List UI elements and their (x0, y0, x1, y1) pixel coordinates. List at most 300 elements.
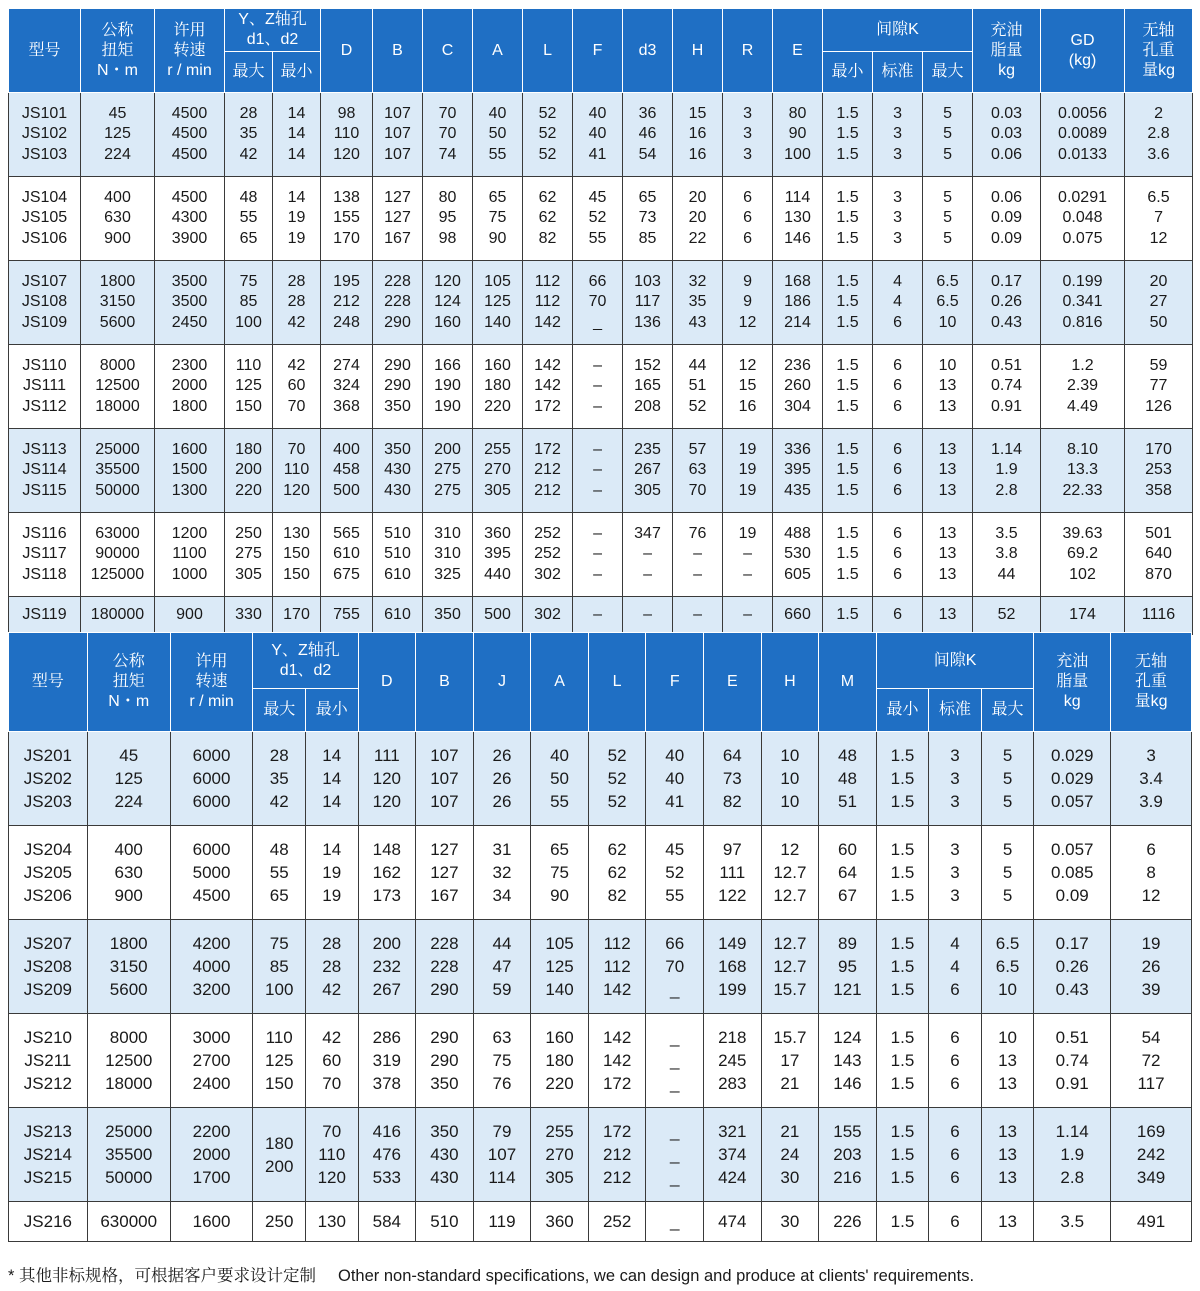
value-cell: 48 48 51 (819, 732, 877, 826)
value-cell: 0.199 0.341 0.816 (1041, 261, 1125, 345)
model-cell: JS113 JS114 JS115 (9, 429, 81, 513)
header-col-F: F (646, 633, 704, 732)
value-cell: 36 46 54 (623, 93, 673, 177)
model-cell: JS213 JS214 JS215 (9, 1108, 88, 1202)
value-cell: 255 270 305 (531, 1108, 589, 1202)
value-cell: 127 127 167 (416, 826, 474, 920)
value-cell: 149 168 199 (704, 920, 762, 1014)
value-cell: 1.5 (823, 597, 873, 635)
value-cell: _ _ _ (646, 1014, 704, 1108)
value-cell: 252 252 302 (523, 513, 573, 597)
header-gd: GD (kg) (1041, 9, 1125, 93)
value-cell: 6.5 6.5 10 (923, 261, 973, 345)
value-cell: 112 112 142 (523, 261, 573, 345)
header-col-A: A (531, 633, 589, 732)
value-cell: 174 (1041, 597, 1125, 635)
value-cell: – (623, 597, 673, 635)
value-cell: 1.14 1.9 2.8 (973, 429, 1041, 513)
header-weight: 无轴 孔重 量kg (1125, 9, 1193, 93)
header-col-J: J (473, 633, 531, 732)
value-cell: 119 (473, 1202, 531, 1242)
header-col-L: L (523, 9, 573, 93)
header-bore: Y、Z轴孔 d1、d2 (225, 9, 321, 52)
value-cell: 40 40 41 (573, 93, 623, 177)
value-cell: 14 19 19 (305, 826, 358, 920)
value-cell: 491 (1111, 1202, 1192, 1242)
value-cell: 70 70 74 (423, 93, 473, 177)
value-cell: 172 212 212 (588, 1108, 646, 1202)
header-model: 型号 (9, 9, 81, 93)
value-cell: 4200 4000 3200 (170, 920, 253, 1014)
value-cell: – (573, 597, 623, 635)
value-cell: – – – (573, 429, 623, 513)
value-cell: 28 35 42 (253, 732, 306, 826)
value-cell: 252 (588, 1202, 646, 1242)
value-cell: 26 26 26 (473, 732, 531, 826)
value-cell: 13 13 13 (923, 513, 973, 597)
value-cell: 66 70 _ (573, 261, 623, 345)
value-cell: 59 77 126 (1125, 345, 1193, 429)
value-cell: 5 5 5 (981, 826, 1034, 920)
value-cell: 103 117 136 (623, 261, 673, 345)
header-col-D: D (321, 9, 373, 93)
value-cell: 98 110 120 (321, 93, 373, 177)
value-cell: 6 6 6 (873, 429, 923, 513)
value-cell: 6 6 6 (873, 345, 923, 429)
value-cell: 8000 12500 18000 (87, 1014, 170, 1108)
header-col-H: H (761, 633, 819, 732)
value-cell: 565 610 675 (321, 513, 373, 597)
value-cell: 286 319 378 (358, 1014, 416, 1108)
value-cell: 19 19 19 (723, 429, 773, 513)
value-cell: 114 130 146 (773, 177, 823, 261)
header-bore: Y、Z轴孔 d1、d2 (253, 633, 358, 689)
value-cell: 6000 6000 6000 (170, 732, 253, 826)
value-cell: 148 162 173 (358, 826, 416, 920)
value-cell: 42 60 70 (273, 345, 321, 429)
header-gap-min: 最小 (876, 689, 929, 732)
value-cell: 40 40 41 (646, 732, 704, 826)
header-bore-max: 最大 (253, 689, 306, 732)
header-gap-std: 标准 (873, 52, 923, 93)
value-cell: 15.7 17 21 (761, 1014, 819, 1108)
header-col-R: R (723, 9, 773, 93)
value-cell: 255 270 305 (473, 429, 523, 513)
value-cell: 0.06 0.09 0.09 (973, 177, 1041, 261)
header-speed: 许用 转速 r / min (170, 633, 253, 732)
header-weight: 无轴 孔重 量kg (1111, 633, 1192, 732)
value-cell: 3500 3500 2450 (155, 261, 225, 345)
value-cell: 30 (761, 1202, 819, 1242)
value-cell: 5 5 5 (923, 93, 973, 177)
value-cell: 3 3 3 (929, 826, 982, 920)
table-body (9, 732, 1192, 1242)
value-cell: 25000 35500 50000 (87, 1108, 170, 1202)
value-cell: 10 13 13 (923, 345, 973, 429)
table-row (9, 826, 1192, 920)
header-bore-min: 最小 (305, 689, 358, 732)
value-cell: 2300 2000 1800 (155, 345, 225, 429)
value-cell: 0.0056 0.0089 0.0133 (1041, 93, 1125, 177)
value-cell: 1600 (170, 1202, 253, 1242)
table-row (9, 597, 1193, 635)
value-cell: 0.17 0.26 0.43 (973, 261, 1041, 345)
value-cell: 416 476 533 (358, 1108, 416, 1202)
value-cell: 110 125 150 (225, 345, 273, 429)
value-cell: 6 (873, 597, 923, 635)
value-cell: 180 200 220 (225, 429, 273, 513)
value-cell: 155 203 216 (819, 1108, 877, 1202)
value-cell: 610 (373, 597, 423, 635)
value-cell: 6 (929, 1202, 982, 1242)
value-cell: 1116 (1125, 597, 1193, 635)
value-cell: 127 127 167 (373, 177, 423, 261)
value-cell: 28 28 42 (305, 920, 358, 1014)
value-cell: 48 55 65 (253, 826, 306, 920)
value-cell: 488 530 605 (773, 513, 823, 597)
value-cell: 3 3 3 (723, 93, 773, 177)
value-cell: 1600 1500 1300 (155, 429, 225, 513)
value-cell: 10 13 13 (981, 1014, 1034, 1108)
model-cell: JS116 JS117 JS118 (9, 513, 81, 597)
value-cell: 6 6 6 (929, 1014, 982, 1108)
value-cell: 44 51 52 (673, 345, 723, 429)
header-gap-std: 标准 (929, 689, 982, 732)
value-cell: 75 85 100 (225, 261, 273, 345)
value-cell: – (673, 597, 723, 635)
value-cell: 4 4 6 (929, 920, 982, 1014)
value-cell: 1.5 1.5 1.5 (823, 93, 873, 177)
value-cell: 20 20 22 (673, 177, 723, 261)
value-cell: 40 50 55 (473, 93, 523, 177)
value-cell: 28 28 42 (273, 261, 321, 345)
value-cell: 120 124 160 (423, 261, 473, 345)
value-cell: 180 200 (253, 1108, 306, 1202)
value-cell: 290 290 350 (373, 345, 423, 429)
value-cell: _ _ _ (646, 1108, 704, 1202)
value-cell: 52 52 52 (523, 93, 573, 177)
value-cell: 290 290 350 (416, 1014, 474, 1108)
value-cell: 2200 2000 1700 (170, 1108, 253, 1202)
value-cell: 107 107 107 (416, 732, 474, 826)
value-cell: 0.51 0.74 0.91 (1034, 1014, 1111, 1108)
value-cell: 400 458 500 (321, 429, 373, 513)
value-cell: 3000 2700 2400 (170, 1014, 253, 1108)
value-cell: 0.0291 0.048 0.075 (1041, 177, 1125, 261)
value-cell: 0.029 0.029 0.057 (1034, 732, 1111, 826)
value-cell: 14 14 14 (305, 732, 358, 826)
value-cell: 6.5 6.5 10 (981, 920, 1034, 1014)
value-cell: 302 (523, 597, 573, 635)
model-cell: JS201 JS202 JS203 (9, 732, 88, 826)
value-cell: 250 (253, 1202, 306, 1242)
value-cell: 180000 (81, 597, 155, 635)
value-cell: 200 232 267 (358, 920, 416, 1014)
value-cell: 1.5 1.5 1.5 (876, 1108, 929, 1202)
value-cell: 169 242 349 (1111, 1108, 1192, 1202)
value-cell: 65 75 90 (531, 826, 589, 920)
table-row (9, 1014, 1192, 1108)
value-cell: 160 180 220 (473, 345, 523, 429)
value-cell: 138 155 170 (321, 177, 373, 261)
value-cell: 310 310 325 (423, 513, 473, 597)
coupling-spec-table-js200 (8, 632, 1192, 1242)
value-cell: 1.14 1.9 2.8 (1034, 1108, 1111, 1202)
model-cell: JS107 JS108 JS109 (9, 261, 81, 345)
value-cell: 45 52 55 (573, 177, 623, 261)
header-gap-max: 最大 (981, 689, 1034, 732)
table-row (9, 429, 1193, 513)
value-cell: 44 47 59 (473, 920, 531, 1014)
table-row (9, 93, 1193, 177)
value-cell: 80 90 100 (773, 93, 823, 177)
value-cell: 350 430 430 (416, 1108, 474, 1202)
value-cell: 170 253 358 (1125, 429, 1193, 513)
model-cell: JS216 (9, 1202, 88, 1242)
footnote-en: Other non-standard specifications, we can design and produce at clients' requirements. (338, 1267, 975, 1285)
value-cell: 124 143 146 (819, 1014, 877, 1108)
value-cell: 5 5 5 (981, 732, 1034, 826)
value-cell: 474 (704, 1202, 762, 1242)
value-cell: 500 (473, 597, 523, 635)
header-gap-min: 最小 (823, 52, 873, 93)
header-col-d3: d3 (623, 9, 673, 93)
value-cell: 54 72 117 (1111, 1014, 1192, 1108)
value-cell: – (723, 597, 773, 635)
value-cell: 1.5 (876, 1202, 929, 1242)
value-cell: 107 107 107 (373, 93, 423, 177)
header-gap-max: 最大 (923, 52, 973, 93)
model-cell: JS101 JS102 JS103 (9, 93, 81, 177)
value-cell: 111 120 120 (358, 732, 416, 826)
value-cell: 14 14 14 (273, 93, 321, 177)
value-cell: 1.5 1.5 1.5 (876, 732, 929, 826)
value-cell: 250 275 305 (225, 513, 273, 597)
value-cell: 3.5 (1034, 1202, 1111, 1242)
value-cell: 32 35 43 (673, 261, 723, 345)
value-cell: 172 212 212 (523, 429, 573, 513)
value-cell: 45 125 224 (81, 93, 155, 177)
value-cell: 4500 4500 4500 (155, 93, 225, 177)
value-cell: 1800 3150 5600 (81, 261, 155, 345)
footnote (8, 1262, 974, 1286)
value-cell: 13 13 13 (923, 429, 973, 513)
value-cell: 21 24 30 (761, 1108, 819, 1202)
value-cell: 330 (225, 597, 273, 635)
header-bore-max: 最大 (225, 52, 273, 93)
value-cell: 1.5 1.5 1.5 (876, 920, 929, 1014)
value-cell: 25000 35500 50000 (81, 429, 155, 513)
value-cell: 1.5 1.5 1.5 (823, 345, 873, 429)
value-cell: 39.63 69.2 102 (1041, 513, 1125, 597)
header-col-D: D (358, 633, 416, 732)
header-gap: 间隙K (876, 633, 1034, 689)
value-cell: 64 73 82 (704, 732, 762, 826)
value-cell: 13 13 13 (981, 1108, 1034, 1202)
value-cell: 105 125 140 (531, 920, 589, 1014)
header-torque: 公称 扭矩 N・m (81, 9, 155, 93)
value-cell: 274 324 368 (321, 345, 373, 429)
value-cell: 13 (923, 597, 973, 635)
value-cell: 200 275 275 (423, 429, 473, 513)
value-cell: 63 75 76 (473, 1014, 531, 1108)
value-cell: 9 9 12 (723, 261, 773, 345)
value-cell: 70 110 120 (273, 429, 321, 513)
value-cell: 0.51 0.74 0.91 (973, 345, 1041, 429)
header-col-B: B (416, 633, 474, 732)
value-cell: 228 228 290 (416, 920, 474, 1014)
model-cell: JS104 JS105 JS106 (9, 177, 81, 261)
value-cell: 168 186 214 (773, 261, 823, 345)
value-cell: 1.5 1.5 1.5 (876, 826, 929, 920)
value-cell: 12 12.7 12.7 (761, 826, 819, 920)
value-cell: 79 107 114 (473, 1108, 531, 1202)
table-row (9, 732, 1192, 826)
value-cell: 226 (819, 1202, 877, 1242)
value-cell: 8000 12500 18000 (81, 345, 155, 429)
value-cell: 8.10 13.3 22.33 (1041, 429, 1125, 513)
value-cell: 350 (423, 597, 473, 635)
header-col-H: H (673, 9, 723, 93)
value-cell: 6.5 7 12 (1125, 177, 1193, 261)
table-row (9, 920, 1192, 1014)
value-cell: 360 395 440 (473, 513, 523, 597)
value-cell: 1.5 1.5 1.5 (823, 429, 873, 513)
value-cell: 130 150 150 (273, 513, 321, 597)
value-cell: 347 – – (623, 513, 673, 597)
value-cell: 0.03 0.03 0.06 (973, 93, 1041, 177)
value-cell: 4 4 6 (873, 261, 923, 345)
table-row (9, 261, 1193, 345)
header-bore-min: 最小 (273, 52, 321, 93)
value-cell: 65 73 85 (623, 177, 673, 261)
model-cell: JS110 JS111 JS112 (9, 345, 81, 429)
value-cell: 5 5 5 (923, 177, 973, 261)
coupling-spec-table-js100 (8, 8, 1193, 635)
value-cell: 218 245 283 (704, 1014, 762, 1108)
value-cell: 66 70 _ (646, 920, 704, 1014)
header-col-M: M (819, 633, 877, 732)
value-cell: 31 32 34 (473, 826, 531, 920)
value-cell: 3 3 3 (873, 177, 923, 261)
header-col-A: A (473, 9, 523, 93)
value-cell: 152 165 208 (623, 345, 673, 429)
value-cell: 510 510 610 (373, 513, 423, 597)
value-cell: 900 (155, 597, 225, 635)
header-col-F: F (573, 9, 623, 93)
header-torque: 公称 扭矩 N・m (87, 633, 170, 732)
value-cell: 62 62 82 (523, 177, 573, 261)
header-oil: 充油 脂量 kg (1034, 633, 1111, 732)
value-cell: 510 (416, 1202, 474, 1242)
value-cell: – – – (573, 513, 623, 597)
value-cell: _ (646, 1202, 704, 1242)
value-cell: 3 3 3 (929, 732, 982, 826)
table-row (9, 177, 1193, 261)
value-cell: 336 395 435 (773, 429, 823, 513)
model-cell: JS119 (9, 597, 81, 635)
table-row (9, 1202, 1192, 1242)
value-cell: 52 52 52 (588, 732, 646, 826)
value-cell: 60 64 67 (819, 826, 877, 920)
value-cell: 20 27 50 (1125, 261, 1193, 345)
value-cell: 45 52 55 (646, 826, 704, 920)
value-cell: 1.5 1.5 1.5 (823, 513, 873, 597)
value-cell: 160 180 220 (531, 1014, 589, 1108)
value-cell: 6 6 6 (873, 513, 923, 597)
value-cell: 142 142 172 (588, 1014, 646, 1108)
value-cell: 105 125 140 (473, 261, 523, 345)
value-cell: 12.7 12.7 15.7 (761, 920, 819, 1014)
value-cell: 28 35 42 (225, 93, 273, 177)
header-oil: 充油 脂量 kg (973, 9, 1041, 93)
value-cell: 40 50 55 (531, 732, 589, 826)
value-cell: 630000 (87, 1202, 170, 1242)
value-cell: 10 10 10 (761, 732, 819, 826)
value-cell: 19 – – (723, 513, 773, 597)
value-cell: 89 95 121 (819, 920, 877, 1014)
header-col-L: L (588, 633, 646, 732)
value-cell: 501 640 870 (1125, 513, 1193, 597)
value-cell: 65 75 90 (473, 177, 523, 261)
value-cell: 1800 3150 5600 (87, 920, 170, 1014)
value-cell: 170 (273, 597, 321, 635)
header-col-E: E (704, 633, 762, 732)
value-cell: 52 (973, 597, 1041, 635)
value-cell: 2 2.8 3.6 (1125, 93, 1193, 177)
value-cell: 45 125 224 (87, 732, 170, 826)
value-cell: 195 212 248 (321, 261, 373, 345)
model-cell: JS210 JS211 JS212 (9, 1014, 88, 1108)
value-cell: 80 95 98 (423, 177, 473, 261)
value-cell: 70 110 120 (305, 1108, 358, 1202)
table-row (9, 1108, 1192, 1202)
value-cell: 0.17 0.26 0.43 (1034, 920, 1111, 1014)
value-cell: 6000 5000 4500 (170, 826, 253, 920)
value-cell: 15 16 16 (673, 93, 723, 177)
model-cell: JS207 JS208 JS209 (9, 920, 88, 1014)
value-cell: 42 60 70 (305, 1014, 358, 1108)
header-gap: 间隙K (823, 9, 973, 52)
value-cell: 321 374 424 (704, 1108, 762, 1202)
table-body (9, 93, 1193, 635)
value-cell: 6 6 6 (723, 177, 773, 261)
value-cell: 3.5 3.8 44 (973, 513, 1041, 597)
value-cell: 360 (531, 1202, 589, 1242)
value-cell: 48 55 65 (225, 177, 273, 261)
table-row (9, 513, 1193, 597)
table-row (9, 345, 1193, 429)
header-col-C: C (423, 9, 473, 93)
value-cell: – – – (573, 345, 623, 429)
model-cell: JS204 JS205 JS206 (9, 826, 88, 920)
value-cell: 97 111 122 (704, 826, 762, 920)
value-cell: 14 19 19 (273, 177, 321, 261)
value-cell: 400 630 900 (87, 826, 170, 920)
value-cell: 12 15 16 (723, 345, 773, 429)
value-cell: 400 630 900 (81, 177, 155, 261)
value-cell: 1.2 2.39 4.49 (1041, 345, 1125, 429)
value-cell: 228 228 290 (373, 261, 423, 345)
value-cell: 6 8 12 (1111, 826, 1192, 920)
value-cell: 1.5 1.5 1.5 (823, 261, 873, 345)
value-cell: 6 6 6 (929, 1108, 982, 1202)
value-cell: 350 430 430 (373, 429, 423, 513)
value-cell: 236 260 304 (773, 345, 823, 429)
value-cell: 13 (981, 1202, 1034, 1242)
value-cell: 19 26 39 (1111, 920, 1192, 1014)
value-cell: 142 142 172 (523, 345, 573, 429)
